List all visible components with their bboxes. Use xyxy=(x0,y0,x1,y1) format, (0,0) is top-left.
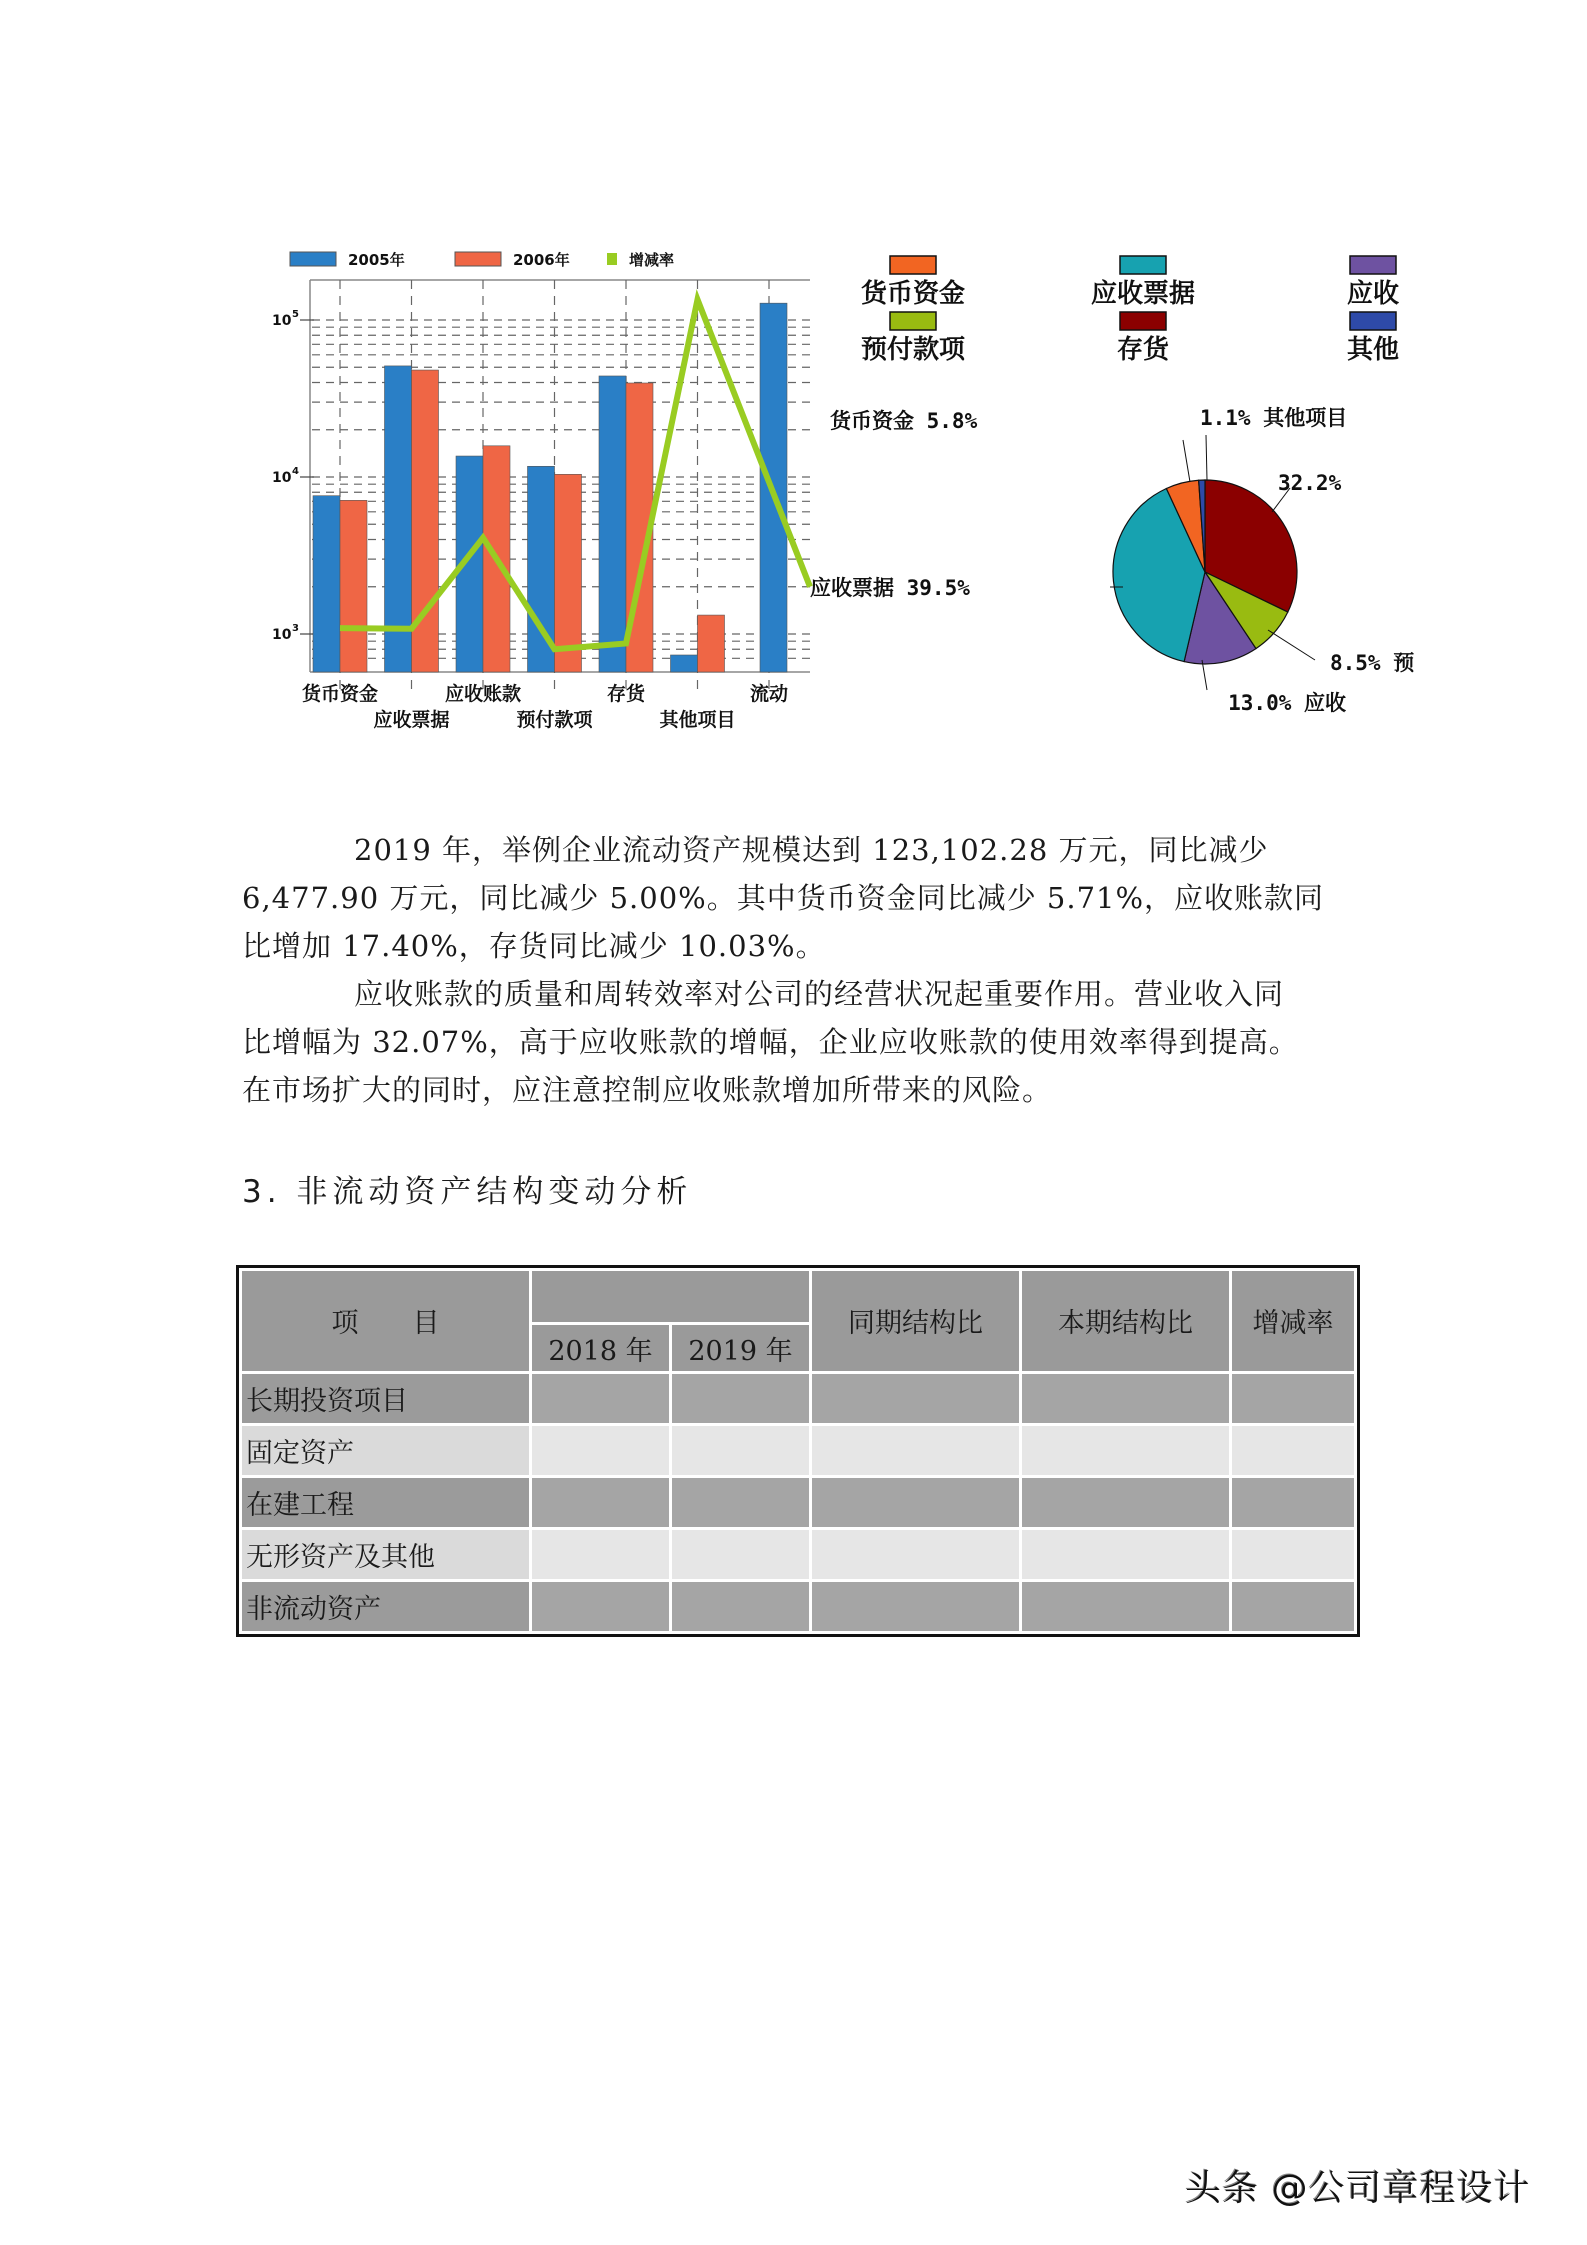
bar-2006 xyxy=(340,500,367,672)
y-tick-exponent: 3 xyxy=(292,623,299,634)
legend-swatch xyxy=(607,253,617,265)
row-label: 非流动资产 xyxy=(241,1580,531,1632)
table-cell xyxy=(1021,1580,1231,1632)
leader-line xyxy=(1183,440,1190,482)
slice-label: 32.2% xyxy=(1278,471,1342,495)
legend-label: 应收票据 xyxy=(1090,279,1196,309)
bar-chart xyxy=(270,240,810,750)
legend-label: 存货 xyxy=(1116,335,1170,365)
legend-swatch xyxy=(455,252,501,266)
x-tick-label: 货币资金 xyxy=(301,683,379,705)
table-cell xyxy=(811,1580,1021,1632)
bar-2005 xyxy=(671,655,698,672)
legend-swatch xyxy=(1120,256,1166,274)
table-cell xyxy=(671,1372,811,1424)
table-cell xyxy=(531,1372,671,1424)
table-row xyxy=(241,1476,1356,1528)
table-cell xyxy=(1231,1424,1356,1476)
non-current-assets-table xyxy=(236,1265,1360,1637)
paragraph-current-assets xyxy=(242,826,1362,970)
slice-label: 1.1% 其他项目 xyxy=(1200,406,1348,430)
slice-label: 应收票据 39.5% xyxy=(810,576,970,600)
table-cell xyxy=(531,1580,671,1632)
paragraph-line: 应收账款的质量和周转效率对公司的经营状况起重要作用。营业收入同 xyxy=(354,977,1285,1011)
legend-swatch xyxy=(290,252,336,266)
section-heading: 3. 非流动资产结构变动分析 xyxy=(242,1174,693,1210)
bar-2006 xyxy=(555,474,582,672)
legend-swatch xyxy=(1350,256,1396,274)
legend-swatch xyxy=(890,256,936,274)
x-tick-label: 应收票据 xyxy=(373,709,450,731)
header-year-group xyxy=(531,1270,811,1324)
table-cell xyxy=(811,1476,1021,1528)
bar-2005 xyxy=(313,496,340,672)
y-tick-exponent: 4 xyxy=(292,466,299,477)
header-current-ratio: 本期结构比 xyxy=(1021,1270,1231,1373)
table-cell xyxy=(1231,1476,1356,1528)
legend-label: 应收 xyxy=(1346,279,1400,309)
y-tick-label: 10 xyxy=(272,313,292,329)
table-cell xyxy=(671,1424,811,1476)
slice-label: 8.5% 预 xyxy=(1330,651,1415,675)
header-item: 项 目 xyxy=(241,1270,531,1373)
row-label: 长期投资项目 xyxy=(241,1372,531,1424)
table-cell xyxy=(811,1528,1021,1580)
x-tick-label: 应收账款 xyxy=(444,683,522,705)
x-tick-label: 预付款项 xyxy=(516,709,593,731)
legend-label: 货币资金 xyxy=(860,279,966,309)
table-row xyxy=(241,1528,1356,1580)
y-tick-exponent: 5 xyxy=(292,309,299,320)
table-row xyxy=(241,1580,1356,1632)
leader-line xyxy=(1206,435,1207,480)
row-label: 无形资产及其他 xyxy=(241,1528,531,1580)
y-tick-label: 10 xyxy=(272,627,292,643)
legend-label: 2006年 xyxy=(513,251,570,269)
table-cell xyxy=(1021,1424,1231,1476)
legend-swatch xyxy=(890,312,936,330)
table-cell xyxy=(671,1528,811,1580)
table-cell xyxy=(811,1424,1021,1476)
table-row xyxy=(241,1372,1356,1424)
paragraph-line: 比增加 17.40%，存货同比减少 10.03%。 xyxy=(242,929,826,963)
pie-chart xyxy=(810,240,1415,740)
row-label: 在建工程 xyxy=(241,1476,531,1528)
x-tick-label: 其他项目 xyxy=(659,709,736,731)
table-cell xyxy=(1021,1528,1231,1580)
legend-label: 2005年 xyxy=(348,251,405,269)
legend-swatch xyxy=(1120,312,1166,330)
table-cell xyxy=(1231,1580,1356,1632)
x-tick-label: 存货 xyxy=(606,683,646,705)
table-cell xyxy=(811,1372,1021,1424)
paragraph-line: 在市场扩大的同时，应注意控制应收账款增加所带来的风险。 xyxy=(242,1073,1053,1107)
table-cell xyxy=(1231,1528,1356,1580)
table-cell xyxy=(531,1476,671,1528)
paragraph-line: 比增幅为 32.07%，高于应收账款的增幅，企业应收账款的使用效率得到提高。 xyxy=(242,1025,1299,1059)
table-cell xyxy=(671,1580,811,1632)
y-tick-label: 10 xyxy=(272,470,292,486)
table-cell xyxy=(1231,1372,1356,1424)
slice-label: 货币资金 5.8% xyxy=(830,409,978,433)
bar-2005 xyxy=(599,376,626,672)
table-cell xyxy=(671,1476,811,1528)
table-cell xyxy=(1021,1372,1231,1424)
legend-label: 预付款项 xyxy=(860,335,966,365)
paragraph-receivables xyxy=(242,970,1362,1114)
legend-swatch xyxy=(1350,312,1396,330)
legend-label: 其他 xyxy=(1346,335,1400,365)
table-row xyxy=(241,1424,1356,1476)
leader-line xyxy=(1268,630,1315,660)
paragraph-line: 2019 年，举例企业流动资产规模达到 123,102.28 万元，同比减少 xyxy=(354,833,1269,867)
table-cell xyxy=(1021,1476,1231,1528)
x-tick-label: 流动 xyxy=(749,683,789,705)
header-2019: 2019 年 xyxy=(671,1324,811,1373)
slice-label: 13.0% 应收 xyxy=(1228,691,1346,715)
legend-label: 增减率 xyxy=(629,251,675,269)
header-2018: 2018 年 xyxy=(531,1324,671,1373)
paragraph-line: 6,477.90 万元，同比减少 5.00%。其中货币资金同比减少 5.71%，应收账款同 xyxy=(242,881,1325,915)
table-cell xyxy=(531,1424,671,1476)
bar-2006 xyxy=(698,615,725,672)
table-cell xyxy=(531,1528,671,1580)
header-prior-ratio: 同期结构比 xyxy=(811,1270,1021,1373)
header-change-rate: 增减率 xyxy=(1231,1270,1356,1373)
watermark: 头条 @公司章程设计 xyxy=(1185,2168,1531,2209)
row-label: 固定资产 xyxy=(241,1424,531,1476)
